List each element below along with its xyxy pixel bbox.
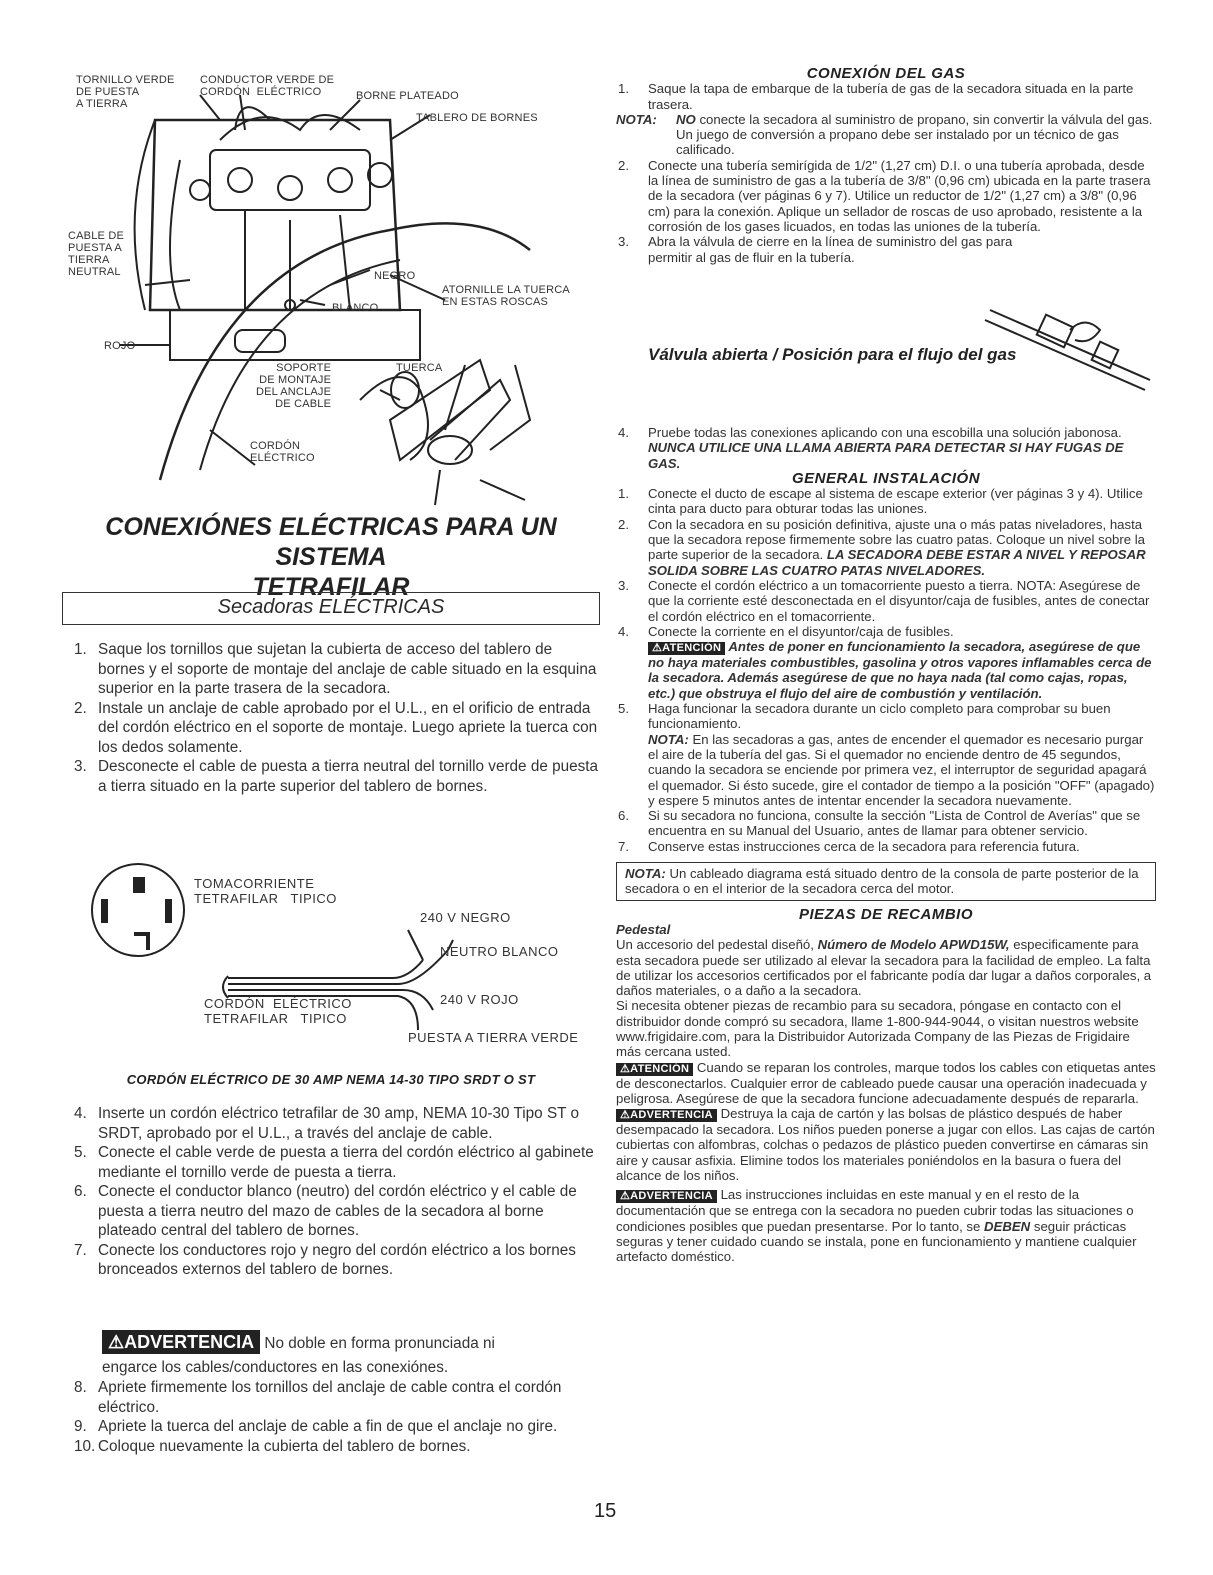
warning-line1	[62, 1330, 600, 1354]
atencion-text: Antes de poner en funcionamiento la secadora, asegúrese de que no haya materiales combustibles, gasolina y otros vapores inflamables cerca de la secadora. Además asegúrese de que no haya nada (tal como cajas, ropas, etc.) que obstruya el flujo del aire de combustión y ventilación.	[648, 639, 1152, 701]
gas-nota	[616, 112, 1156, 158]
label-atornille: ATORNILLE LA TUERCA EN ESTAS ROSCAS	[442, 284, 570, 308]
label-tomacorriente: TOMACORRIENTE TETRAFILAR TIPICO	[194, 876, 337, 906]
advertencia-badge: ⚠ADVERTENCIA	[102, 1330, 260, 1354]
piezas-heading: PIEZAS DE RECAMBIO	[798, 905, 973, 923]
step-text: Apriete firmemente los tornillos del anclaje de cable contra el cordón eléctrico.	[98, 1379, 562, 1416]
step-item	[62, 1437, 600, 1457]
label-negro: NEGRO	[374, 270, 416, 282]
piezas-text: Si necesita obtener piezas de recambio para su secadora, póngase en contacto con el distribuidor donde compró su secadora, llame 1-800-944-9044, o visitan nuestros website www.frigidaire.com, para la Distribuidor Autorizada Company de las Piezas de Frigidaire más cercana usted.	[616, 998, 1139, 1060]
step-number: 9.	[74, 1418, 87, 1435]
steps-list-c	[62, 1378, 600, 1456]
inst-step-5: 5. Haga funcionar la secadora durante un ciclo completo para comprobar su buen funcionamiento. NOTA: En las secadoras a gas, antes de encender el quemador es necesario purgar el aire de la tubería del gas. Si el quemador no enciende dentro de 45 segundos, cuando la secadora se enciende por primera vez, el interruptor de seguridad apagará el quemador. Si ésto sucede, gire el contador de tiempo a la posición "OFF" (apagado) y espere 5 minutos antes de intentar encender la secadora nuevamente.	[618, 701, 1155, 808]
step-number: 6.	[74, 1183, 87, 1200]
nota-label: NOTA:	[616, 111, 657, 127]
gas-step-3: 3. Abra la válvula de cierre en la línea de suministro del gas para permitir al gas de fluir en la tubería.	[618, 234, 1013, 265]
advertencia-1: ⚠ADVERTENCIA Destruya la caja de cartón y las bolsas de plástico después de haber desempacado la secadora. Los niños pueden ponerse a jugar con ellos. Las cajas de cartón cubiertas con alfombras, colchas o pedazos de plástico pueden convertirse en cámaras sin aire y causar asfixia. Elimine todos los materiales poniéndolos en la basura o fuera del alcance de los niños.	[616, 1106, 1155, 1184]
page-number: 15	[594, 1500, 617, 1522]
step-item	[62, 1378, 600, 1417]
step-number: 5.	[74, 1144, 87, 1161]
step-number: 1.	[74, 641, 87, 658]
inst-step-6: 6. Si su secadora no funciona, consulte la sección "Lista de Control de Averías" que se encuentra en su Manual del Usuario, antes de llamar para obtener servicio.	[618, 808, 1141, 839]
step-number: 7.	[74, 1241, 87, 1259]
label-rojo: ROJO	[104, 340, 136, 352]
step-item	[62, 640, 600, 699]
gas-step-4: 4. Pruebe todas las conexiones aplicando con una escobilla una solución jabonosa. NUNCA UTILICE UNA LLAMA ABIERTA PARA DETECTAR SI HAY FUGAS DE GAS.	[618, 425, 1124, 471]
atencion-badge-2: ⚠ATENCIÓN	[616, 1063, 693, 1076]
outlet-cord-diagram	[78, 860, 598, 1060]
warning-text-1: No doble en forma pronunciada ni	[260, 1335, 495, 1352]
nota-no: NO	[676, 111, 696, 127]
pedestal-label: Pedestal	[616, 921, 671, 937]
label-cordon: CORDÓN ELÉCTRICO	[250, 440, 315, 464]
inst-step-3: 3. Conecte el cordón eléctrico a un tomacorriente puesto a tierra. NOTA: Asegúrese de que la corriente esté desconectada en el disyuntor/caja de fusibles, antes de conectar el cordón eléctrico en el tomacorriente.	[618, 577, 1150, 624]
inst-step-7: 7. Conserve estas instrucciones cerca de la secadora para referencia futura.	[618, 838, 1080, 854]
step-text: Coloque nuevamente la cubierta del tablero de bornes.	[98, 1437, 471, 1455]
step-number: 8.	[74, 1379, 87, 1396]
label-cable-tierra: CABLE DE PUESTA A TIERRA NEUTRAL	[68, 230, 125, 278]
label-tornillo-verde: TORNILLO VERDE DE PUESTA A TIERRA	[76, 74, 175, 110]
step-text: Instale un anclaje de cable aprobado por el U.L., en el orificio de entrada del cordón eléctrico en el soporte de montaje. Luego apriete la tuerca con los dedos solamente.	[98, 699, 598, 756]
step-text: Conecte el cable verde de puesta a tierra del cordón eléctrico al gabinete mediante el tornillo verde de puesta a tierra.	[98, 1144, 594, 1181]
step-number: 3.	[74, 758, 87, 775]
nota-text: conecte la secadora al suministro de propano, sin convertir la válvula del gas. Un juego de conversión a propano debe ser instalado por un técnico de gas calificado.	[676, 111, 1153, 158]
step-number: 4.	[74, 1105, 87, 1122]
label-neutro-blanco: NEUTRO BLANCO	[440, 944, 559, 959]
step-text: Conecte el conductor blanco (neutro) del cordón eléctrico y el cable de puesta a tierra neutro del mazo de cables de la secadora al borne plateado central del tablero de bornes.	[98, 1183, 577, 1239]
section-title-line1: CONEXIÓNES ELÉCTRICAS PARA UN SISTEMA	[105, 513, 557, 571]
label-blanco: BLANCO	[332, 302, 379, 314]
step-item	[62, 1143, 600, 1182]
nota-label-2: NOTA:	[648, 731, 689, 747]
step-text: Inserte un cordón eléctrico tetrafilar de 30 amp, NEMA 10-30 Tipo ST o SRDT, aprobado por el U.L., a través del anclaje de cable.	[98, 1105, 579, 1142]
label-puesta-tierra-verde: PUESTA A TIERRA VERDE	[408, 1030, 579, 1045]
install-heading: GENERAL INSTALACIÓN	[791, 469, 981, 487]
step-item	[62, 1241, 600, 1280]
cord-caption: CORDÓN ELÉCTRICO DE 30 AMP NEMA 14-30 TIPO SRDT O ST	[126, 1072, 536, 1087]
step-item	[62, 699, 600, 758]
steps-list-b	[62, 1104, 600, 1280]
advertencia-badge-2: ⚠ADVERTENCIA	[616, 1190, 717, 1203]
step-number: 2.	[74, 699, 87, 717]
step-number: 10.	[74, 1437, 96, 1455]
inst-step-4: 4. Conecte la corriente en el disyuntor/caja de fusibles. ⚠ATENCIÓN Antes de poner en funcionamiento la secadora, asegúrese de que no haya materiales combustibles, gasolina y otros vapores inflamables cerca de la secadora. Además asegúrese de que no haya nada (tal como cajas, ropas, etc.) que obstruya el flujo del aire de combustión y ventilación.	[618, 623, 1152, 701]
steps-list-a	[62, 640, 600, 796]
step-text: Saque los tornillos que sujetan la cubierta de acceso del tablero de bornes y el soporte de montaje del anclaje de cable situado en la esquina superior en la parte trasera de la secadora.	[98, 641, 597, 697]
step-item	[62, 757, 600, 796]
valve-caption: Válvula abierta / Posición para el flujo del gas	[648, 345, 1017, 364]
terminal-block-diagram	[60, 60, 600, 520]
step-text: Conecte los conductores rojo y negro del cordón eléctrico a los bornes bronceados externos del tablero de bornes.	[98, 1241, 576, 1278]
label-conductor-verde: CONDUCTOR VERDE DE CORDÓN ELÉCTRICO	[200, 74, 335, 98]
step-text: Apriete la tuerca del anclaje de cable a fin de que el anclaje no gire.	[98, 1418, 558, 1435]
section-title-line2: TETRAFILAR	[252, 573, 410, 601]
label-soporte: SOPORTE DE MONTAJE DEL ANCLAJE DE CABLE	[256, 362, 332, 410]
nota-box: NOTA: Un cableado diagrama está situado dentro de la consola de parte posterior de la secadora o en el interior de la secadora cerca del motor.	[616, 862, 1156, 901]
warning-text-2: engarce los cables/conductores en las conexiónes.	[102, 1359, 449, 1376]
step-item	[62, 1104, 600, 1143]
pedestal-text: Un accesorio del pedestal diseñó, Número de Modelo APWD15W, especificamente para esta secadora puede ser utilizado al elevar la secadora para la facilidad de empleo. La falta de utilizar los accesorios certificados por el fabricante podía dar lugar a daños corporales, a daños materiales, o a daño a la secadora.	[616, 937, 1152, 999]
step-item	[62, 1417, 600, 1437]
inst-step-1: 1. Conecte el ducto de escape al sistema de escape exterior (ver páginas 3 y 4). Utilice cinta para ducto para obturar todas las uniones.	[618, 486, 1143, 517]
label-cordon-tetrafilar: CORDÓN ELÉCTRICO TETRAFILAR TIPICO	[204, 996, 352, 1026]
step-item	[62, 1182, 600, 1241]
label-240v-negro: 240 V NEGRO	[420, 910, 511, 925]
inst-step-2: 2. Con la secadora en su posición definitiva, ajuste una o más patas niveladores, hasta que la secadora repose firmemente sobre las cuatro patas. Coloque un nivel sobre la parte superior de la secadora. LA SECADORA DEBE ESTAR A NIVEL Y REPOSAR SOLIDA SOBRE LAS CUATRO PATAS NIVELADORES.	[618, 516, 1146, 578]
atencion-2: ⚠ATENCIÓN Cuando se reparan los controles, marque todos los cables con etiquetas antes de desconectarlos. Cualquier error de cableado puede causar una operación inadecuada y peligrosa. Asegúrese de que la secadora funcione adecuadamente después de repararla.	[616, 1059, 1156, 1106]
label-240v-rojo: 240 V ROJO	[440, 992, 519, 1007]
advertencia-badge-1: ⚠ADVERTENCIA	[616, 1109, 717, 1122]
advertencia-2: ⚠ADVERTENCIA Las instrucciones incluidas en este manual y en el resto de la documentación que se entrega con la secadora no pueden cubrir todas las situaciones o condiciones posibles que puedan presentarse. Por lo tanto, se DEBEN seguir prácticas seguras y tener cuidado cuando se instala, pone en funcionamiento y mantiene cualquier artefacto doméstico.	[616, 1187, 1137, 1265]
label-borne-plateado: BORNE PLATEADO	[356, 90, 459, 102]
gas-step-2: 2. Conecte una tubería semirígida de 1/2" (1,27 cm) D.I. o una tubería aprobada, desde la línea de suministro de gas a la tubería de 3/8" (0,96 cm) ubicada en la parte trasera de la secadora (ver páginas 6 y 7). Utilice un reductor de 1/2" (1,27 cm) a 3/8" (0,96 cm) para la conexión. Aplique un sellador de roscas de uso aprobado, resistente a la corrosión de los gases licuados, en todas las uniones de la tubería.	[618, 157, 1151, 234]
label-tuerca: TUERCA	[396, 362, 443, 374]
label-tablero-bornes: TABLERO DE BORNES	[416, 112, 538, 124]
gas-heading: CONEXIÓN DEL GAS	[806, 65, 966, 82]
atencion-badge: ⚠ATENCIÓN	[648, 642, 725, 655]
box-heading: Secadoras ELÉCTRICAS	[62, 592, 600, 625]
step-text: Desconecte el cable de puesta a tierra neutral del tornillo verde de puesta a tierra situado en la parte superior del tablero de bornes.	[98, 758, 599, 795]
gas-step-1: 1. Saque la tapa de embarque de la tubería de gas de la secadora situada en la parte trasera.	[618, 81, 1134, 112]
